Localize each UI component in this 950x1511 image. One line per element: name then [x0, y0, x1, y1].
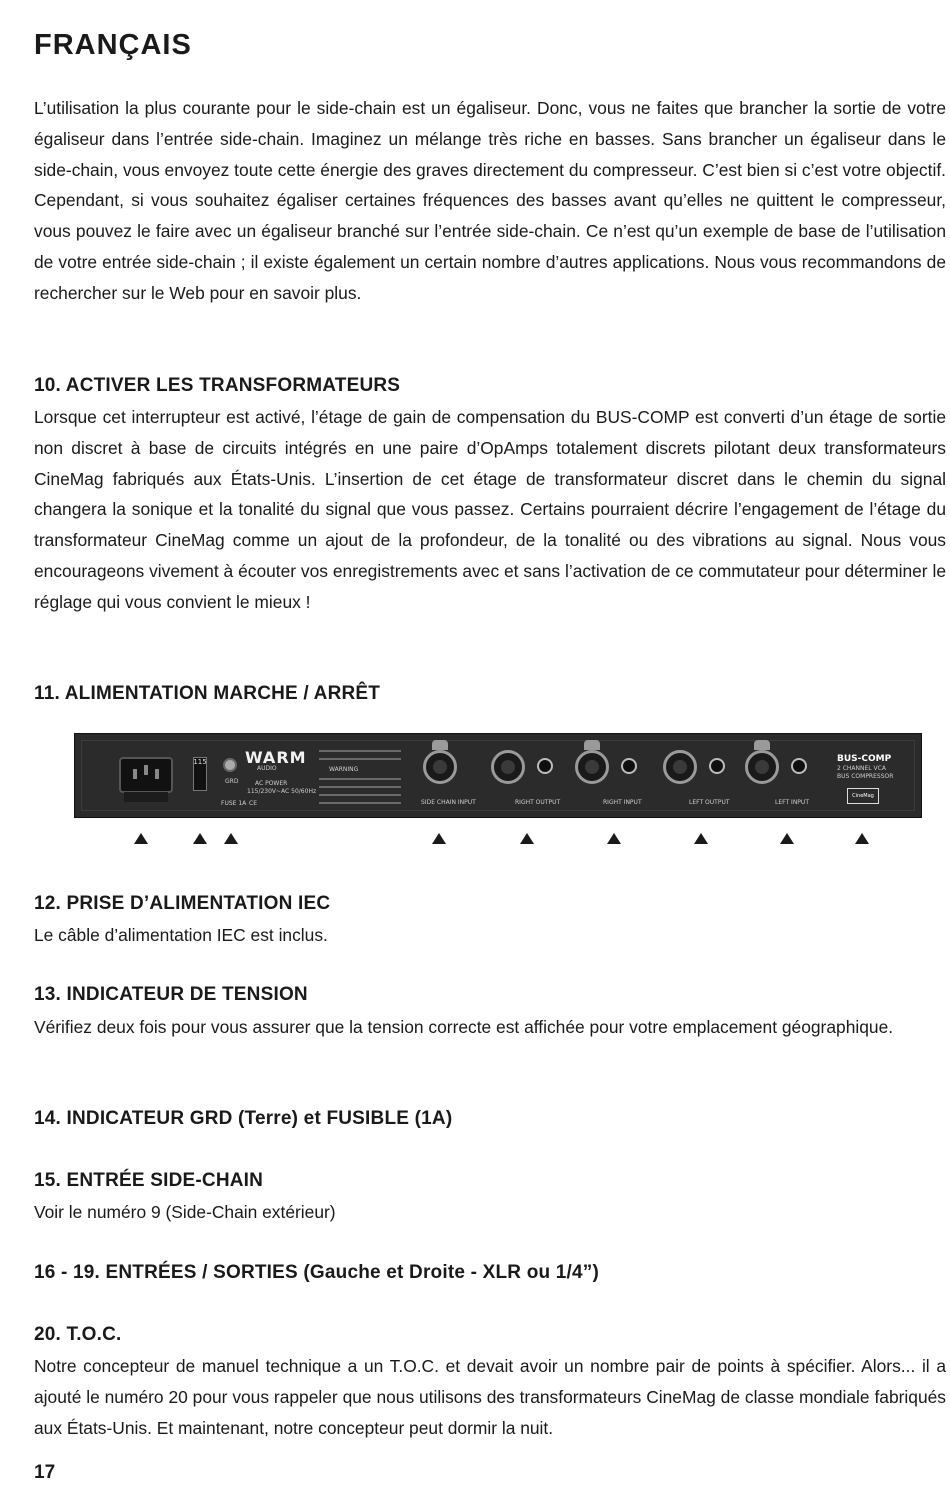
- right-input-jack-icon: [621, 758, 637, 774]
- section-11-heading: 11. ALIMENTATION MARCHE / ARRÊT: [34, 683, 381, 704]
- fuse-drawer: [124, 792, 168, 802]
- left-output-xlr-icon: [663, 750, 697, 784]
- side-chain-input-label: SIDE CHAIN INPUT: [421, 799, 476, 806]
- section-12-body: Le câble d’alimentation IEC est inclus.: [34, 925, 328, 945]
- callout-arrow-icon: [432, 833, 446, 844]
- page-number: 17: [34, 1462, 56, 1483]
- xlr-latch-icon: [584, 740, 600, 750]
- section-10-heading: 10. ACTIVER LES TRANSFORMATEURS: [34, 375, 401, 396]
- callout-arrow-icon: [694, 833, 708, 844]
- ground-terminal-icon: [223, 758, 237, 772]
- intro-paragraph: L’utilisation la plus courante pour le side-chain est un égaliseur. Donc, vous ne faites que brancher la sortie de votre égaliseur dans l’entrée side-chain. Imaginez un mélange très riche en basses. Sans brancher un égaliseur dans le side-chain, vous envoyez toute cette énergie des graves directement du compresseur. C’est bien si c’est votre objectif. Cependant, si vous souhaitez égaliser certaines fréquences des basses avant qu’elles ne quittent le compresseur, vous pouvez le faire avec un égaliseur branché sur l’entrée side-chain. Ce n’est qu’un exemple de base de l’utilisation de votre entrée side-chain ; il existe également un certain nombre d’autres applications. Nous vous recommandons de rechercher sur le Web pour en savoir plus.: [34, 98, 946, 303]
- right-output-label: RIGHT OUTPUT: [515, 799, 561, 806]
- section-15-heading: 15. ENTRÉE SIDE-CHAIN: [34, 1170, 264, 1191]
- voltage-label: 115: [193, 758, 207, 766]
- ac-power-label: AC POWER: [255, 780, 288, 787]
- callout-arrow-icon: [134, 833, 148, 844]
- grd-label: GRD: [225, 778, 239, 785]
- section-13-heading: 13. INDICATEUR DE TENSION: [34, 984, 308, 1005]
- section-20-heading: 20. T.O.C.: [34, 1324, 122, 1345]
- right-output-xlr-icon: [491, 750, 525, 784]
- left-input-xlr-icon: [745, 750, 779, 784]
- callout-arrow-icon: [855, 833, 869, 844]
- left-output-jack-icon: [709, 758, 725, 774]
- callout-arrow-icon: [224, 833, 238, 844]
- left-input-jack-icon: [791, 758, 807, 774]
- right-input-label: RIGHT INPUT: [603, 799, 642, 806]
- callout-arrow-icon: [607, 833, 621, 844]
- bus-comp-name: BUS-COMP: [837, 754, 892, 764]
- ac-spec-label: 115/230V~AC 50/60Hz: [247, 788, 317, 795]
- language-title: FRANÇAIS: [34, 29, 192, 61]
- side-chain-xlr-icon: [423, 750, 457, 784]
- section-12-heading: 12. PRISE D’ALIMENTATION IEC: [34, 893, 331, 914]
- rear-panel-illustration: [74, 733, 922, 818]
- bus-comp-sub-2: BUS COMPRESSOR: [837, 773, 894, 780]
- callout-arrow-icon: [193, 833, 207, 844]
- xlr-latch-icon: [754, 740, 770, 750]
- section-16-19-heading: 16 - 19. ENTRÉES / SORTIES (Gauche et Droite - XLR ou 1/4”): [34, 1262, 600, 1283]
- callout-arrow-icon: [780, 833, 794, 844]
- right-output-jack-icon: [537, 758, 553, 774]
- cinemag-logo: CineMag: [847, 788, 879, 804]
- section-10-body: Lorsque cet interrupteur est activé, l’étage de gain de compensation du BUS-COMP est converti d’un étage de sortie non discret à base de circuits intégrés en une paire d’OpAmps totalement discrets pilotant deux transformateurs CineMag fabriqués aux États-Unis. L’insertion de cet étage de transformateur discret dans le chemin du signal changera la sonique et la tonalité du signal que vous passez. Certains pourraient décrire l’engagement de l’étage du transformateur CineMag comme un ajout de la profondeur, de la tonalité ou des vibrations au signal. Nous vous encourageons vivement à écouter vos enregistrements avec et sans l’activation de ce commutateur pour déterminer le réglage qui vous convient le mieux !: [34, 407, 946, 612]
- section-20-body: Notre concepteur de manuel technique a un T.O.C. et devait avoir un nombre pair de points à spécifier. Alors... il a ajouté le numéro 20 pour vous rappeler que nous utilisons des transformateurs CineMag de classe mondiale fabriqués aux États-Unis. Et maintenant, notre concepteur peut dormir la nuit.: [34, 1356, 946, 1438]
- warm-logo: WARM: [245, 748, 307, 767]
- warning-text-block: [319, 746, 401, 804]
- fuse-label: FUSE 1A: [221, 800, 247, 807]
- warm-logo-sub: AUDIO: [257, 765, 277, 772]
- right-input-xlr-icon: [575, 750, 609, 784]
- left-output-label: LEFT OUTPUT: [689, 799, 730, 806]
- ce-mark: CE: [249, 800, 257, 807]
- callout-arrow-icon: [520, 833, 534, 844]
- bus-comp-sub-1: 2 CHANNEL VCA: [837, 765, 886, 772]
- xlr-latch-icon: [432, 740, 448, 750]
- left-input-label: LEFT INPUT: [775, 799, 809, 806]
- iec-socket-icon: [119, 757, 173, 793]
- section-14-heading: 14. INDICATEUR GRD (Terre) et FUSIBLE (1A): [34, 1108, 453, 1129]
- section-13-body: Vérifiez deux fois pour vous assurer que la tension correcte est affichée pour votre emplacement géographique.: [34, 1017, 894, 1037]
- section-15-body: Voir le numéro 9 (Side-Chain extérieur): [34, 1202, 336, 1222]
- warning-label: WARNING: [329, 766, 359, 773]
